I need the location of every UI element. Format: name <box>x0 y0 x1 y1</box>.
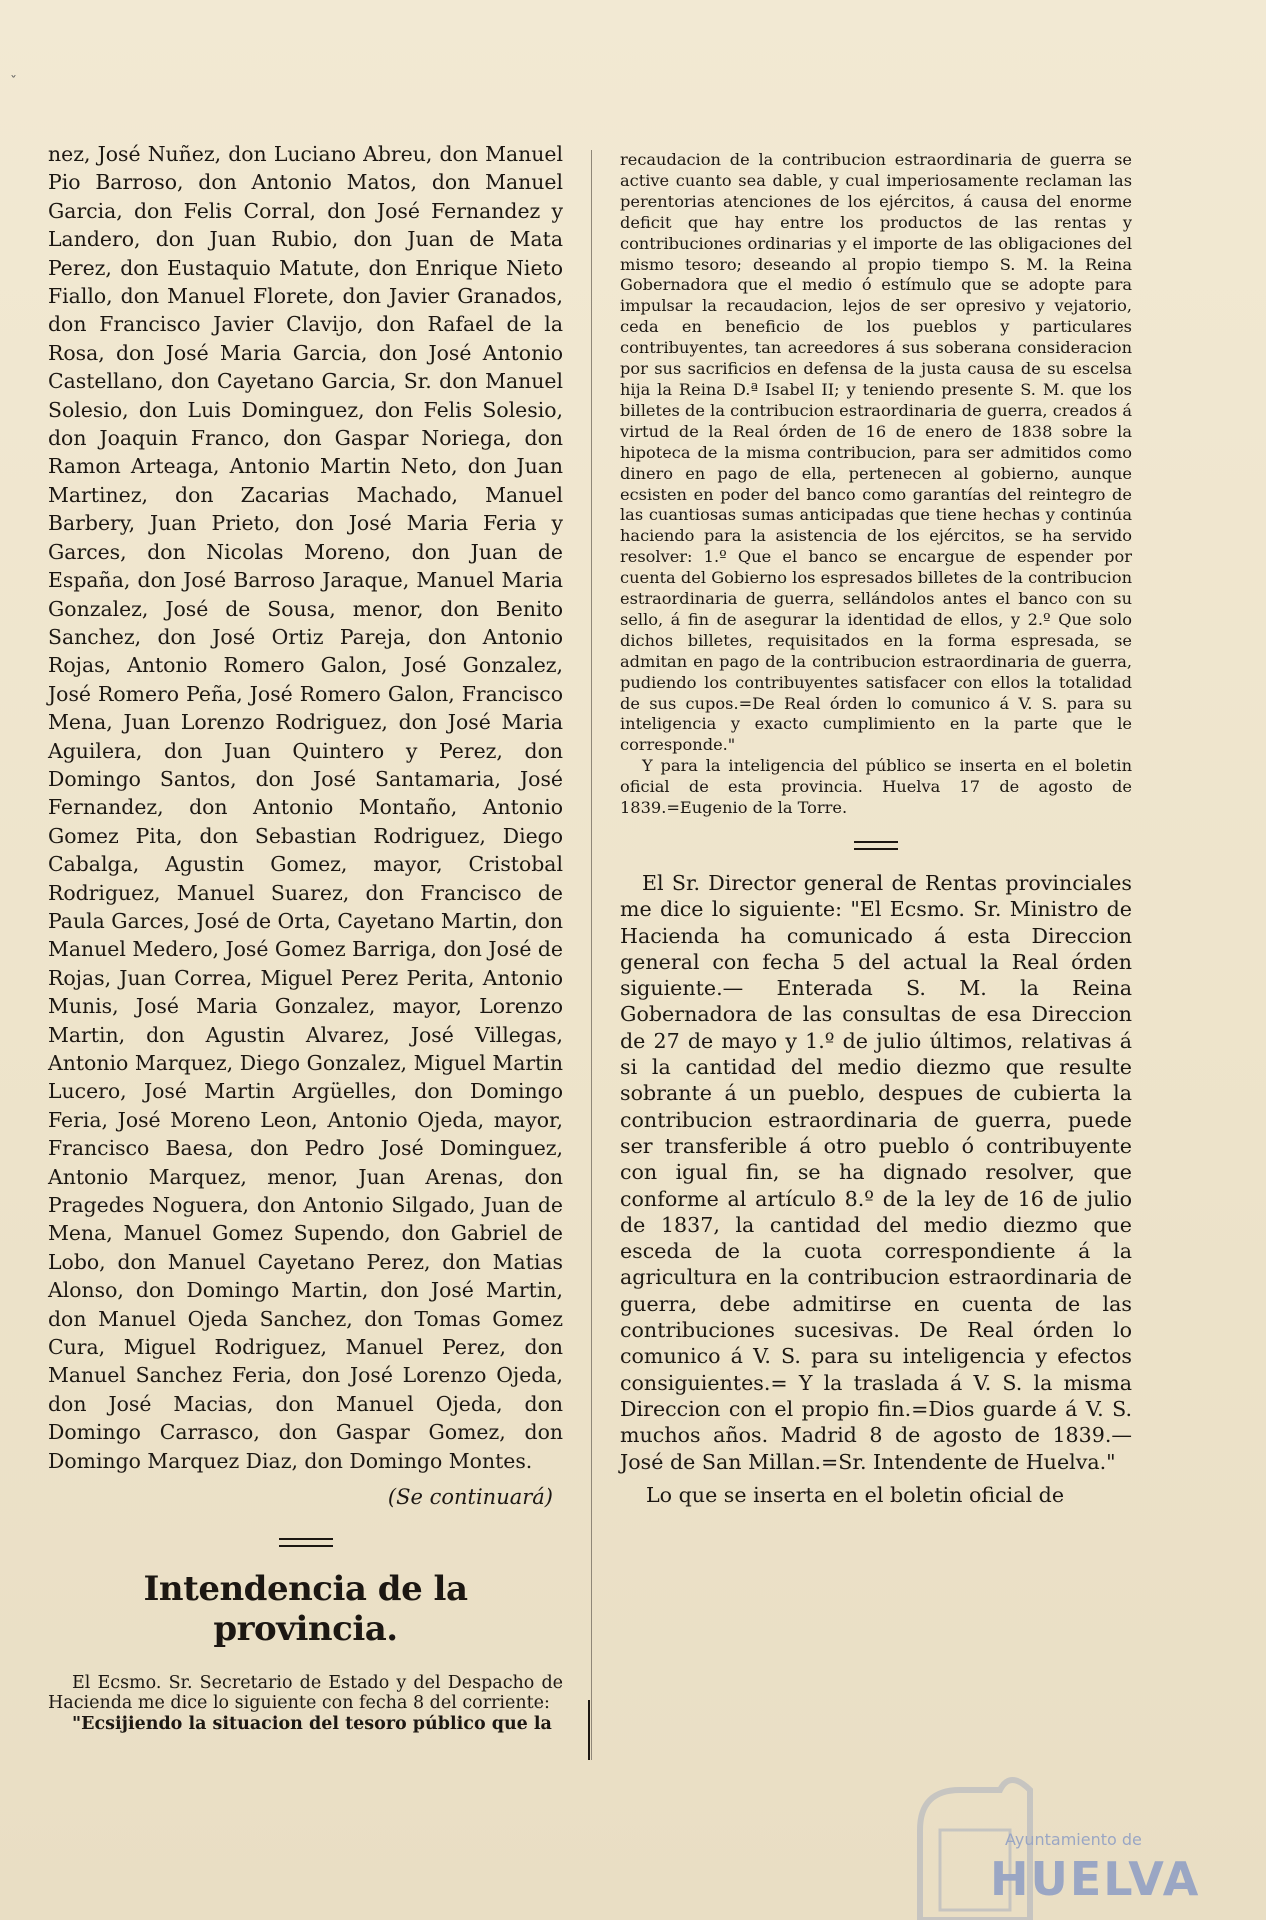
royal-order-text <box>620 150 1132 819</box>
margin-bracket <box>588 1700 596 1760</box>
royal-order-paragraph: recaudacion de la contribucion estraordinaria de guerra se active cuanto sea dable, y cual imperiosamente reclaman las perentorias atenciones de los ejércitos, á causa del enorme deficit que hay entre los productos de las rentas y contribuciones ordinarias y el importe de las obligaciones del mismo tesoro; deseando al propio tiempo S. M. la Reina Gobernadora que el medio ó estímulo que se adopte para impulsar la recaudacion, lejos de ser opresivo y vejatorio, ceda en beneficio de los pueblos y particulares contribuyentes, tan acreedores á sus soberana consideracion por sus sacrificios en defensa de la justa causa de su escelsa hija la Reina D.ª Isabel II; y teniendo presente S. M. que los billetes de la contribucion estraordinaria de guerra, creados á virtud de la Real órden de 16 de enero de 1838 sobre la hipoteca de la misma contribucion, para ser admitidos como dinero en pago de ella, pertenecen al gobierno, aunque ecsisten en poder del banco como garantías del reintegro de las cuantiosas sumas anticipadas que tiene hechas y continúa haciendo para la asistencia de los ejércitos, se ha servido resolver: 1.º Que el banco se encargue de espender por cuenta del Gobierno los espresados billetes de la contribucion estraordinaria de guerra, sellándolos antes el banco con su sello, á fin de asegurar la identidad de ellos, y 2.º Que solo dichos billetes, requisitados en la forma espresada, se admitan en pago de la contribucion estraordinaria de guerra, pudiendo los contribuyentes satisfacer con ellos la totalidad de sus cupos.=De Real órden lo comunico á V. S. para su inteligencia y exacto cumplimiento en la parte que le corresponde." <box>620 150 1132 755</box>
section-divider <box>279 1538 333 1547</box>
section-divider-right <box>854 841 898 850</box>
column-divider <box>591 150 592 1760</box>
left-column <box>48 140 563 1734</box>
watermark-line2: HUELVA <box>990 1852 1201 1906</box>
watermark-line1: Ayuntamiento de <box>1005 1830 1142 1849</box>
margin-mark: ˇ <box>10 74 17 90</box>
section-heading: Intendencia de la provincia. <box>143 1568 468 1649</box>
intro-paragraph: El Ecsmo. Sr. Secretario de Estado y del Despacho de Hacienda me dice lo siguiente con fecha 8 del corriente: <box>48 1672 563 1713</box>
name-list-paragraph: nez, José Nuñez, don Luciano Abreu, don Manuel Pio Barroso, don Antonio Matos, don Manuel Garcia, don Felis Corral, don José Fernandez y Landero, don Juan Rubio, don Juan de Mata Perez, don Eustaquio Matute, don Enrique Nieto Fiallo, don Manuel Florete, don Javier Granados, don Francisco Javier Clavijo, don Rafael de la Rosa, don José Maria Garcia, don José Antonio Castellano, don Cayetano Garcia, Sr. don Manuel Solesio, don Luis Dominguez, don Felis Solesio, don Joaquin Franco, don Gaspar Noriega, don Ramon Arteaga, Antonio Martin Neto, don Juan Martinez, don Zacarias Machado, Manuel Barbery, Juan Prieto, don José Maria Feria y Garces, don Nicolas Moreno, don Juan de España, don José Barroso Jaraque, Manuel Maria Gonzalez, José de Sousa, menor, don Benito Sanchez, don José Ortiz Pareja, don Antonio Rojas, Antonio Romero Galon, José Gonzalez, José Romero Peña, José Romero Galon, Francisco Mena, Juan Lorenzo Rodriguez, don José Maria Aguilera, don Juan Quintero y Perez, don Domingo Santos, don José Santamaria, José Fernandez, don Antonio Montaño, Antonio Gomez Pita, don Sebastian Rodriguez, Diego Cabalga, Agustin Gomez, mayor, Cristobal Rodriguez, Manuel Suarez, don Francisco de Paula Garces, José de Orta, Cayetano Martin, don Manuel Medero, José Gomez Barriga, don José de Rojas, Juan Correa, Miguel Perez Perita, Antonio Munis, José Maria Gonzalez, mayor, Lorenzo Martin, don Agustin Alvarez, José Villegas, Antonio Marquez, Diego Gonzalez, Miguel Martin Lucero, José Martin Argüelles, don Domingo Feria, José Moreno Leon, Antonio Ojeda, mayor, Francisco Baesa, don Pedro José Dominguez, Antonio Marquez, menor, Juan Arenas, don Pragedes Noguera, don Antonio Silgado, Juan de Mena, Manuel Gomez Supendo, don Gabriel de Lobo, don Manuel Cayetano Perez, don Matias Alonso, don Domingo Martin, don José Martin, don Manuel Ojeda Sanchez, don Tomas Gomez Cura, Miguel Rodriguez, Manuel Perez, don Manuel Sanchez Feria, don José Lorenzo Ojeda, don José Macias, don Manuel Ojeda, don Domingo Carrasco, don Gaspar Gomez, don Domingo Marquez Diaz, don Domingo Montes. <box>48 142 563 1473</box>
publication-note: Y para la inteligencia del público se inserta en el boletin oficial de esta provincia. Huelva 17 de agosto de 1839.=Eugenio de la Torre. <box>620 756 1132 818</box>
quote-start: "Ecsijiendo la situacion del tesoro público que la <box>72 1713 552 1734</box>
final-line: Lo que se inserta en el boletin oficial de <box>646 1482 1065 1507</box>
intendencia-intro <box>48 1673 563 1735</box>
director-paragraph: El Sr. Director general de Rentas provinciales me dice lo siguiente: "El Ecsmo. Sr. Ministro de Hacienda ha comunicado á esta Direccion general con fecha 5 del actual la Real órden siguiente.— Enterada S. M. la Reina Gobernadora de las consultas de esa Direccion de 27 de mayo y 1.º de julio últimos, relativas á si la cantidad del medio diezmo que resulte sobrante á un pueblo, despues de cubierta la contribucion estraordinaria de guerra, puede ser transferible á otro pueblo ó contribuyente con igual fin, se ha dignado resolver, que conforme al artículo 8.º de la ley de 16 de julio de 1837, la cantidad del medio diezmo que esceda de la cuota correspondiente á la agricultura en la contribucion estraordinaria de guerra, debe admitirse en cuenta de las contribuciones sucesivas. De Real órden lo comunico á V. S. para su inteligencia y efectos consiguientes.= Y la traslada á V. S. la misma Direccion con el propio fin.=Dios guarde á V. S. muchos años. Madrid 8 de agosto de 1839.— José de San Millan.=Sr. Intendente de Huelva." <box>620 871 1132 1474</box>
director-communication <box>620 870 1132 1475</box>
right-column <box>620 150 1132 1507</box>
continuation-note: (Se continuará) <box>387 1485 553 1510</box>
